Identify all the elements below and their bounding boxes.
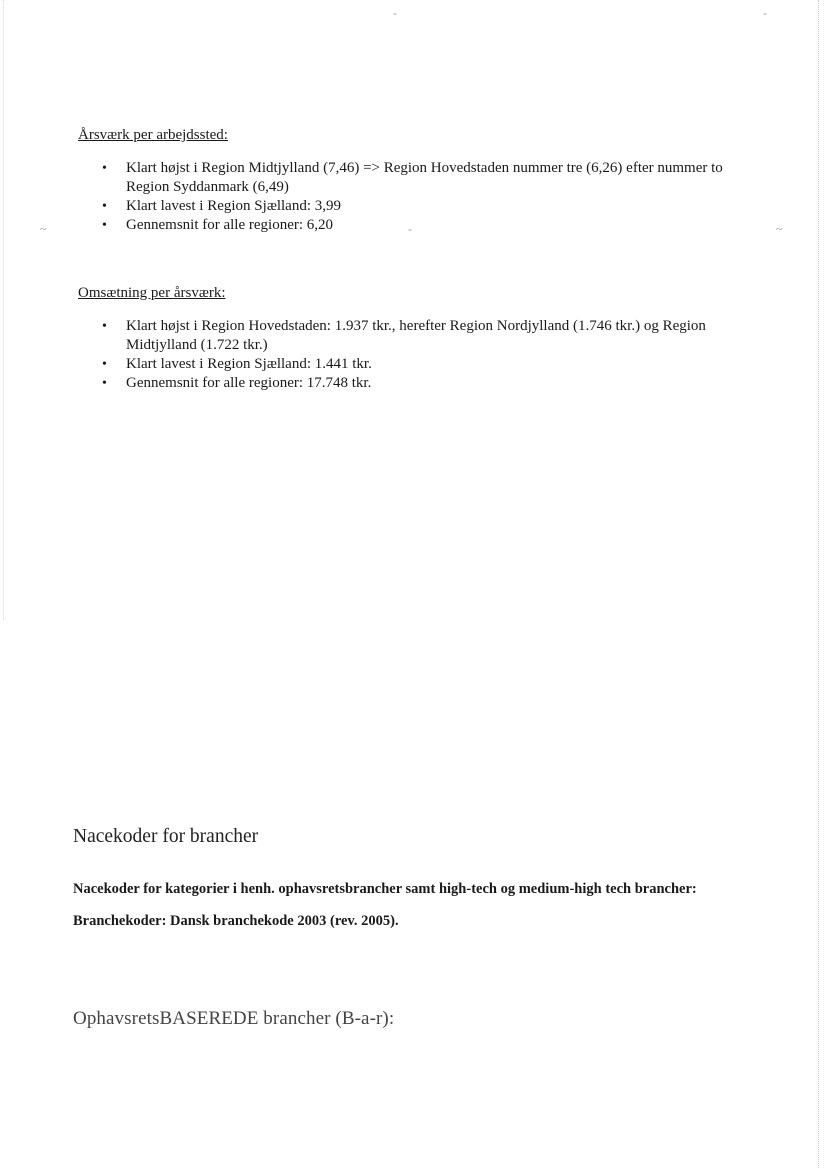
list-item — [78, 197, 738, 216]
ophav-heading: OphavsretsBASEREDE brancher (B-a-r): — [73, 1008, 395, 1029]
scan-edge-right — [817, 0, 819, 1168]
list-item-text: Klart højst i Region Hovedstaden: 1.937 tkr., herefter Region Nordjylland (1.746 tkr.) og Region Midtjylland (1.722 tkr.) — [126, 318, 706, 353]
bullet-icon: • — [102, 218, 107, 233]
section-heading: Årsværk per arbejdssted: — [78, 127, 228, 143]
scan-speck: - — [393, 6, 397, 20]
bullet-list — [78, 159, 738, 235]
list-item — [78, 355, 738, 374]
bullet-icon: • — [102, 199, 107, 214]
list-item-text: Klart lavest i Region Sjælland: 3,99 — [126, 198, 341, 214]
section-arsvaerk — [78, 127, 738, 235]
scan-speck: ~ — [40, 222, 47, 236]
bullet-icon: • — [102, 376, 107, 391]
scan-edge-left — [3, 0, 5, 620]
section-omsaetning — [78, 285, 738, 393]
list-item-text: Klart lavest i Region Sjælland: 1.441 tkr. — [126, 356, 372, 372]
list-item — [78, 317, 738, 355]
list-item-text: Gennemsnit for alle regioner: 6,20 — [126, 217, 334, 233]
list-item — [78, 159, 738, 197]
scan-speck: ~ — [776, 222, 783, 236]
scan-speck: - — [763, 6, 767, 20]
bullet-list — [78, 317, 738, 393]
list-item — [78, 374, 738, 393]
nace-description: Nacekoder for kategorier i henh. ophavsretsbrancher samt high-tech og medium-high tech brancher: — [73, 881, 697, 897]
list-item-text: Klart højst i Region Midtjylland (7,46) => Region Hovedstaden nummer tre (6,26) efter nummer to Region Syddanmark (6,49) — [126, 160, 723, 195]
bullet-icon: • — [102, 319, 107, 334]
list-item — [78, 216, 738, 235]
bullet-icon: • — [102, 357, 107, 372]
scan-speck: - — [408, 222, 412, 236]
section-heading: Omsætning per årsværk: — [78, 285, 226, 301]
branchekoder-line: Branchekoder: Dansk branchekode 2003 (rev. 2005). — [73, 913, 399, 929]
nace-heading: Nacekoder for brancher — [73, 826, 259, 847]
list-item-text: Gennemsnit for alle regioner: 17.748 tkr. — [126, 375, 372, 391]
bullet-icon: • — [102, 161, 107, 176]
